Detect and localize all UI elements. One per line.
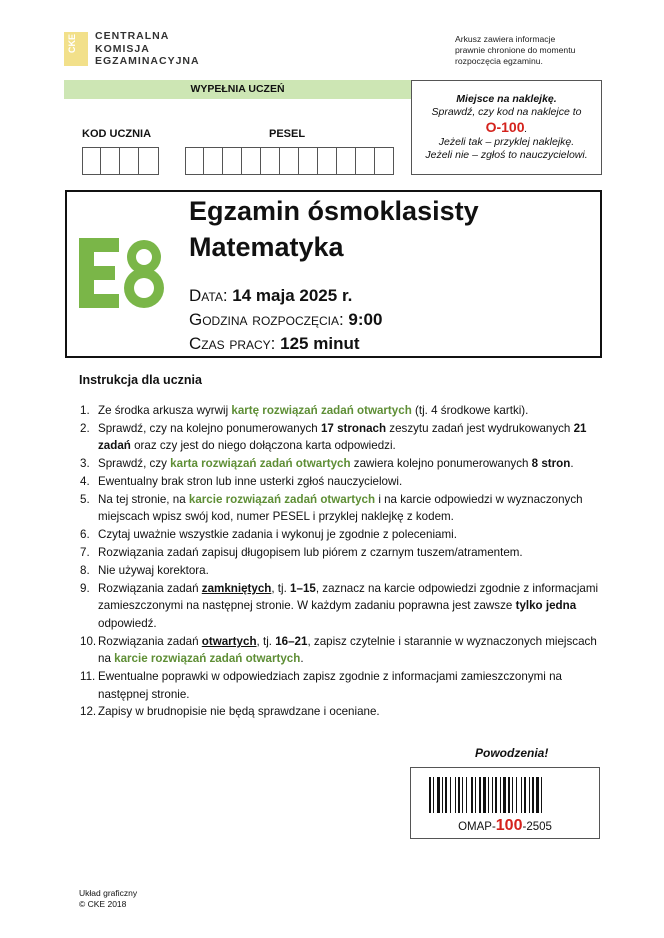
footer-line: © CKE 2018 [79, 899, 127, 909]
barcode-bar [512, 777, 513, 813]
student-code-cell[interactable] [101, 147, 120, 175]
barcode-bar [488, 777, 489, 813]
instruction-number: 6. [80, 528, 90, 542]
student-code-cell[interactable] [139, 147, 159, 175]
barcode-bar [521, 777, 522, 813]
barcode-icon [429, 777, 583, 813]
barcode-bar [445, 777, 447, 813]
instruction-number: 1. [80, 404, 90, 417]
instruction-item [80, 526, 600, 543]
instruction-text: Zapisy w brudnopisie nie będą sprawdzane i oceniane. [98, 705, 380, 719]
sticker-line: Jeżeli nie – zgłoś to nauczycielowi. [425, 149, 588, 161]
instruction-text: tylko jedna [515, 599, 577, 613]
sticker-line: Jeżeli tak – przyklej naklejkę. [438, 136, 575, 148]
instruction-text: Czytaj uważnie wszystkie zadania i wykonuj je zgodnie z poleceniami. [98, 528, 457, 542]
instruction-text: odpowiedź. [98, 616, 157, 630]
logo-line: KOMISJA [95, 42, 150, 55]
pesel-cell[interactable] [204, 147, 223, 175]
instruction-text: , tj. [256, 634, 276, 648]
footer-credits [79, 888, 137, 910]
instruction-text: Sprawdź, czy na kolejno ponumerowanych [98, 421, 321, 435]
instruction-text: zawiera kolejno ponumerowanych [350, 457, 532, 471]
instruction-item [80, 633, 600, 668]
instructions-list [80, 402, 600, 721]
pesel-cell[interactable] [299, 147, 318, 175]
exam-subject: Matematyka [189, 232, 344, 262]
pesel-cell[interactable] [223, 147, 242, 175]
barcode-bar [450, 777, 451, 813]
exam-duration [189, 333, 360, 355]
instruction-text: 21 zadań [98, 421, 587, 453]
instruction-text: zeszytu zadań jest wydrukowanych [386, 421, 574, 435]
barcode-code [411, 817, 599, 835]
sticker-line: Sprawdź, czy kod na naklejce to [431, 106, 582, 118]
barcode-bar [429, 777, 431, 813]
instruction-text: 16–21 [275, 634, 308, 648]
legal-note-line: Arkusz zawiera informacje [455, 34, 556, 44]
student-fill-header: WYPEŁNIA UCZEŃ [64, 80, 411, 99]
sticker-placeholder [411, 80, 602, 175]
instruction-text: . [570, 457, 574, 471]
instruction-text: Ewentualny brak stron lub inne usterki zgłoś nauczycielowi. [98, 475, 403, 489]
barcode-bar [492, 777, 493, 813]
instruction-text: Sprawdź, czy [98, 457, 171, 471]
instruction-number: 12. [80, 705, 97, 719]
pesel-cell[interactable] [356, 147, 375, 175]
cke-logo-mark [64, 32, 88, 66]
instruction-text: Nie używaj korektora. [98, 564, 209, 578]
sticker-code-suffix: . [524, 123, 528, 135]
barcode-bar [462, 777, 463, 813]
barcode-bar [442, 777, 443, 813]
pesel-label: PESEL [269, 128, 306, 140]
instruction-number: 11. [80, 670, 96, 684]
instruction-text: kartę rozwiązań zadań otwartych [231, 404, 412, 417]
instruction-text: karcie rozwiązań zadań otwartych [114, 652, 301, 666]
instructions-title: Instrukcja dla ucznia [79, 373, 202, 387]
legal-note-line: rozpoczęcia egzaminu. [455, 56, 543, 66]
exam-date-value: 14 maja 2025 r. [232, 286, 353, 305]
good-luck-text: Powodzenia! [475, 746, 549, 760]
instruction-text: i na karcie odpowiedzi w wyznaczonych miejscach wpisz swój kod, numer PESEL i przyklej naklejkę z kodem. [98, 493, 583, 524]
barcode-bar [479, 777, 481, 813]
pesel-cell[interactable] [185, 147, 204, 175]
barcode-bar [495, 777, 497, 813]
instruction-text: Ze środka arkusza wyrwij [98, 404, 232, 417]
pesel-boxes[interactable] [185, 147, 394, 175]
pesel-cell[interactable] [318, 147, 337, 175]
logo-line: CENTRALNA [95, 30, 170, 42]
student-code-cell[interactable] [82, 147, 101, 175]
instruction-text: oraz czy jest do niego dołączona karta odpowiedzi. [130, 439, 396, 453]
barcode-bar [437, 777, 440, 813]
instruction-text: , zaznacz na karcie odpowiedzi zgodnie z informacjami zamieszczonymi na następnej stronie. W każdym zadaniu poprawna jest zawsze [98, 582, 599, 613]
barcode-bar [433, 777, 434, 813]
exam-start-time [189, 309, 382, 331]
instruction-number: 10. [80, 634, 97, 648]
instruction-text: Rozwiązania zadań zapisuj długopisem lub piórem z czarnym tuszem/atramentem. [98, 546, 523, 560]
barcode-suffix: -2505 [522, 821, 552, 833]
instruction-text: , tj. [271, 582, 291, 596]
instruction-text: Rozwiązania zadań [98, 634, 202, 648]
legal-note-line: prawnie chronione do momentu [455, 45, 576, 55]
instruction-item [80, 703, 600, 720]
cke-logo-text [95, 30, 200, 68]
student-code-label: KOD UCZNIA [82, 128, 152, 140]
barcode-bar [455, 777, 456, 813]
instruction-item [80, 562, 600, 579]
logo-line: EGZAMINACYJNA [95, 55, 200, 67]
footer-line: Układ graficzny [79, 888, 138, 898]
barcode-bar [524, 777, 526, 813]
barcode-bar [516, 777, 517, 813]
instruction-text: . [300, 652, 304, 666]
barcode-bar [508, 777, 510, 813]
e8-badge-icon [79, 238, 171, 308]
instruction-number: 8. [80, 564, 90, 578]
instruction-text: 8 stron [531, 457, 571, 471]
barcode-middle: 100 [495, 817, 523, 834]
instruction-text: Rozwiązania zadań [98, 582, 202, 596]
barcode-bar [541, 777, 542, 813]
pesel-cell[interactable] [261, 147, 280, 175]
instruction-text: , zapisz czytelnie i starannie w wyznaczonych miejscach na [98, 634, 597, 666]
barcode-bar [503, 777, 506, 813]
exam-duration-label: Czas pracy: [189, 334, 276, 353]
pesel-cell[interactable] [242, 147, 261, 175]
barcode-box [410, 767, 600, 839]
pesel-cell[interactable] [280, 147, 299, 175]
sticker-code: O-100 [485, 119, 525, 135]
instruction-text: 1–15 [290, 582, 316, 596]
instruction-text: Ewentualne poprawki w odpowiedziach zapisz zgodnie z informacjami zamieszczonymi na następnej stronie. [98, 670, 562, 701]
instruction-item [80, 491, 600, 526]
student-code-cell[interactable] [120, 147, 139, 175]
barcode-bar [483, 777, 486, 813]
barcode-bar [529, 777, 530, 813]
logo-mark-text: CKE [67, 34, 77, 54]
instruction-item [80, 580, 600, 632]
instruction-text: karta rozwiązań zadań otwartych [170, 457, 351, 471]
barcode-bar [458, 777, 460, 813]
instruction-text: Na tej stronie, na [98, 493, 189, 507]
exam-start-value: 9:00 [348, 310, 383, 329]
exam-date [189, 285, 352, 307]
instruction-number: 3. [80, 457, 90, 471]
instruction-number: 4. [80, 475, 90, 489]
legal-note [455, 34, 625, 67]
barcode-bar [466, 777, 467, 813]
barcode-bar [475, 777, 476, 813]
instruction-text: (tj. 4 środkowe kartki). [411, 404, 529, 417]
instruction-text: karcie rozwiązań zadań otwartych [188, 493, 376, 507]
instruction-number: 5. [80, 493, 90, 507]
exam-start-label: Godzina rozpoczęcia: [189, 310, 344, 329]
instruction-item [80, 455, 600, 472]
instruction-item [80, 668, 600, 703]
instruction-item [80, 544, 600, 561]
instruction-item [80, 420, 600, 455]
pesel-cell[interactable] [375, 147, 394, 175]
barcode-bar [500, 777, 501, 813]
instruction-number: 7. [80, 546, 90, 560]
instruction-text: zamkniętych [201, 582, 272, 596]
barcode-bar [532, 777, 534, 813]
sticker-title: Miejsce na naklejkę. [456, 93, 557, 105]
student-code-boxes[interactable] [82, 147, 159, 175]
barcode-prefix: OMAP- [458, 821, 496, 833]
pesel-cell[interactable] [337, 147, 356, 175]
instruction-text: 17 stronach [320, 421, 387, 435]
exam-duration-value: 125 minut [280, 334, 360, 353]
exam-date-label: Data: [189, 286, 228, 305]
instruction-number: 9. [80, 582, 90, 596]
instruction-item [80, 473, 600, 490]
instruction-item [80, 402, 600, 419]
exam-title: Egzamin ósmoklasisty [189, 196, 479, 226]
instruction-number: 2. [80, 421, 90, 435]
instruction-text: otwartych [201, 634, 257, 648]
barcode-bar [536, 777, 539, 813]
barcode-bar [471, 777, 473, 813]
